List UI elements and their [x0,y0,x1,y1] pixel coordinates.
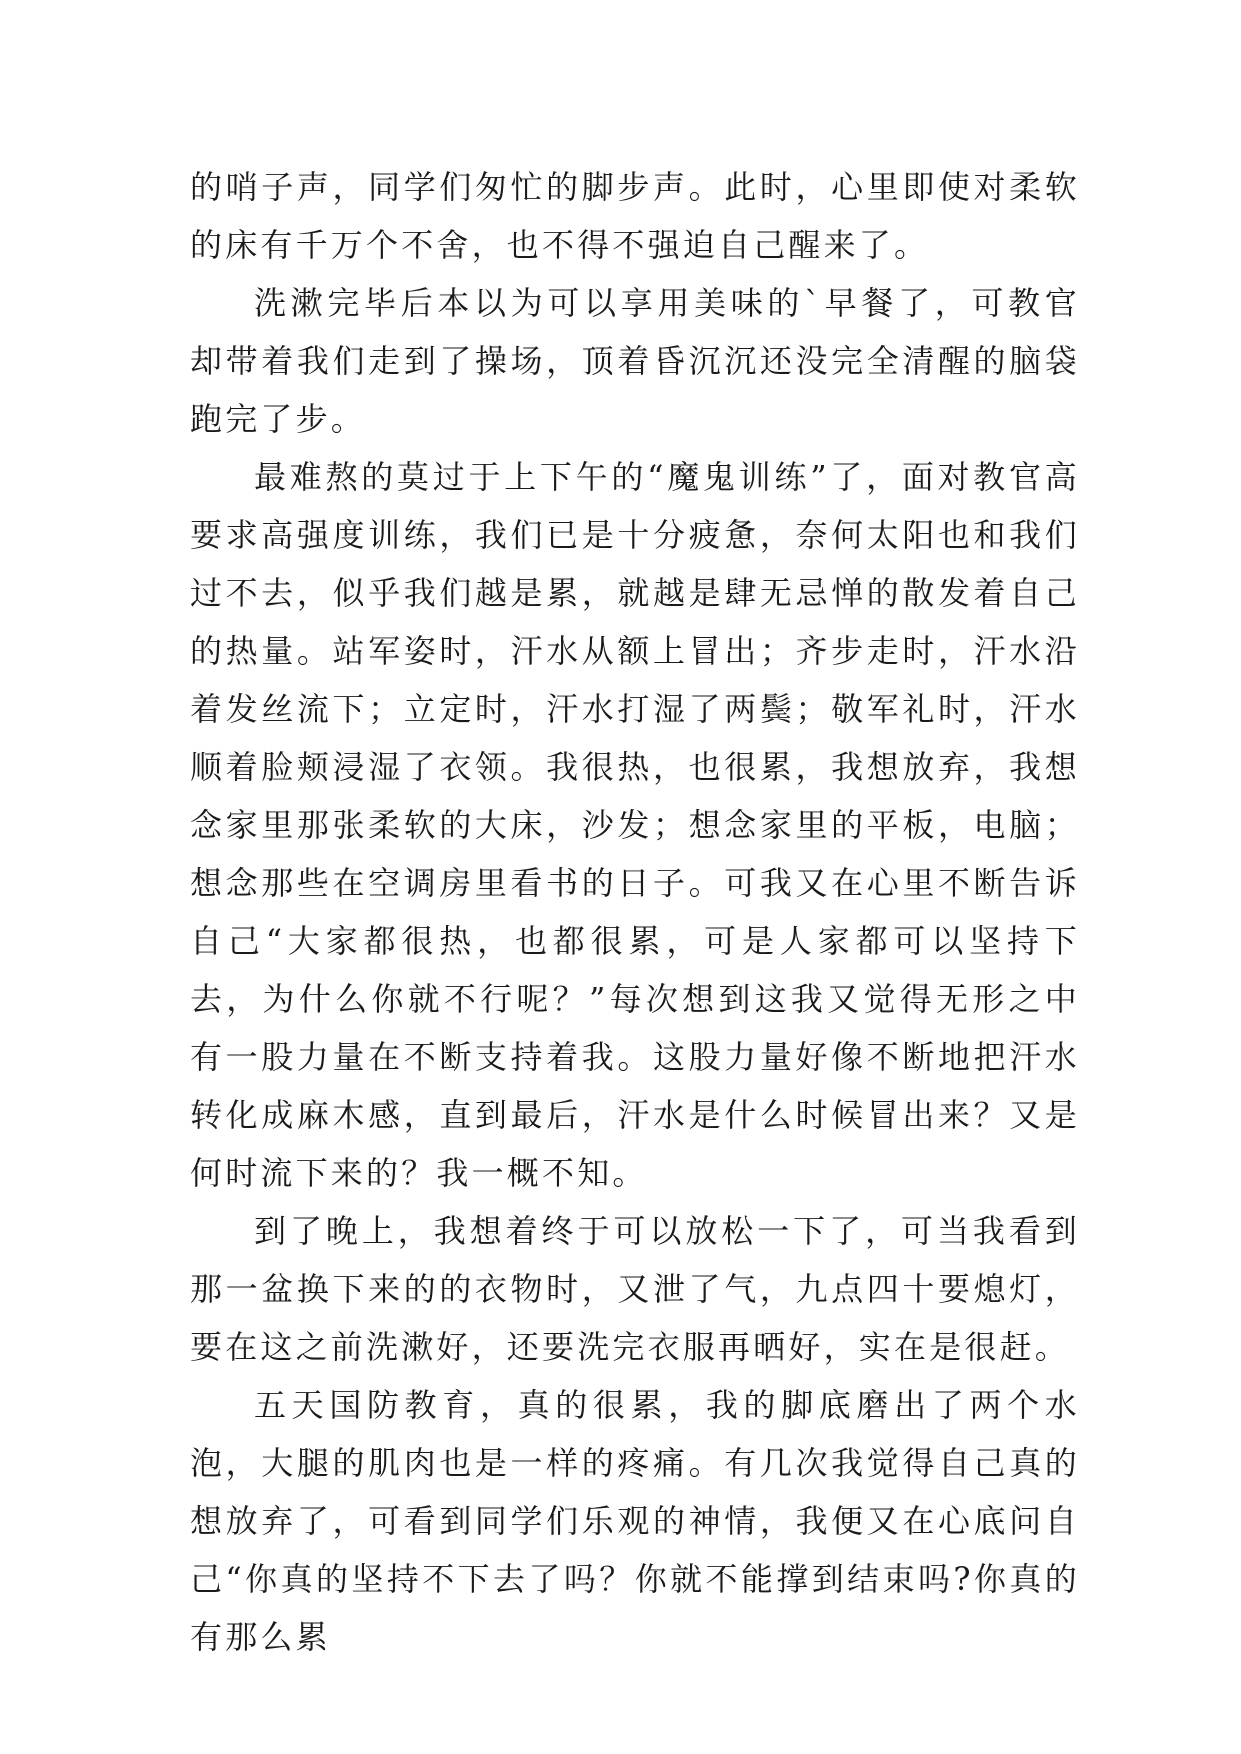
paragraph-five-days: 五天国防教育，真的很累，我的脚底磨出了两个水泡，大腿的肌肉也是一样的疼痛。有几次我觉得自己真的想放弃了，可看到同学们乐观的神情，我便又在心底问自己“你真的坚持不下去了吗？你就不能撑到结束吗?你真的有那么累 [190,1386,1080,1656]
paragraph-training: 最难熬的莫过于上下午的“魔鬼训练”了，面对教官高要求高强度训练，我们已是十分疲惫，奈何太阳也和我们过不去，似乎我们越是累，就越是肆无忌惮的散发着自己的热量。站军姿时，汗水从额上冒出；齐步走时，汗水沿着发丝流下；立定时，汗水打湿了两鬓；敬军礼时，汗水顺着脸颊浸湿了衣领。我很热，也很累，我想放弃，我想念家里那张柔软的大床，沙发；想念家里的平板，电脑；想念那些在空调房里看书的日子。可我又在心里不断告诉自己“大家都很热，也都很累，可是人家都可以坚持下去，为什么你就不行呢？”每次想到这我又觉得无形之中有一股力量在不断支持着我。这股力量好像不断地把汗水转化成麻木感，直到最后，汗水是什么时候冒出来？又是何时流下来的？我一概不知。 [190,458,1080,1192]
document-body [190,158,1080,1666]
paragraph-evening: 到了晚上，我想着终于可以放松一下了，可当我看到那一盆换下来的的衣物时，又泄了气，九点四十要熄灯，要在这之前洗漱好，还要洗完衣服再晒好，实在是很赶。 [190,1212,1080,1366]
paragraph-continued: 的哨子声，同学们匆忙的脚步声。此时，心里即使对柔软的床有千万个不舍，也不得不强迫自己醒来了。 [190,168,1080,264]
paragraph-breakfast: 洗漱完毕后本以为可以享用美味的`早餐了，可教官却带着我们走到了操场，顶着昏沉沉还没完全清醒的脑袋跑完了步。 [190,284,1080,438]
